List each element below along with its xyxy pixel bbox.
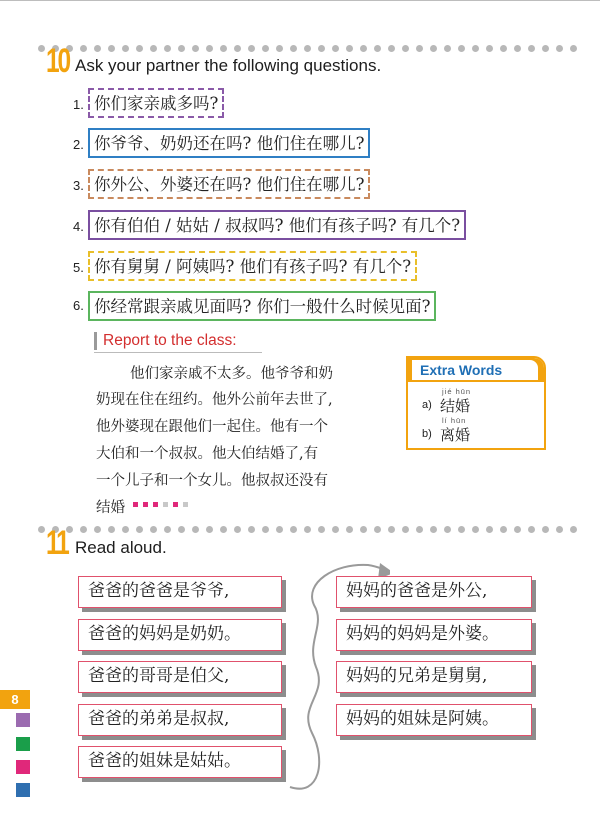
- rule-dot: [276, 526, 283, 533]
- rule-dot: [486, 526, 493, 533]
- read-aloud-line: 爸爸的弟弟是叔叔,: [78, 704, 282, 736]
- report-line: 他们家亲戚不太多。他爷爷和奶: [130, 366, 333, 382]
- read-aloud-line: 妈妈的爸爸是外公,: [336, 576, 532, 608]
- section-10-number: 10: [46, 42, 69, 80]
- rule-dot: [542, 45, 549, 52]
- extra-word: 结婚: [440, 397, 471, 415]
- rule-dot: [108, 526, 115, 533]
- rule-dot: [80, 45, 87, 52]
- rule-dot: [192, 45, 199, 52]
- rule-dot: [542, 526, 549, 533]
- pinyin: lí hūn: [442, 416, 467, 425]
- color-tab: [16, 783, 30, 797]
- item-letter: a): [422, 399, 432, 411]
- rule-dot: [178, 45, 185, 52]
- rule-dot: [416, 45, 423, 52]
- rule-dot: [360, 526, 367, 533]
- section-11-number: 11: [46, 524, 68, 562]
- rule-dot: [234, 526, 241, 533]
- rule-dot: [444, 526, 451, 533]
- pinyin: jié hūn: [442, 387, 472, 396]
- rule-dot: [556, 45, 563, 52]
- rule-dot: [458, 526, 465, 533]
- rule-dot: [220, 45, 227, 52]
- rule-dot: [444, 45, 451, 52]
- rule-dot: [528, 526, 535, 533]
- rule-dot: [136, 526, 143, 533]
- rule-dot: [374, 45, 381, 52]
- rule-dot: [234, 45, 241, 52]
- section-10-title: Ask your partner the following questions.: [75, 56, 382, 75]
- rule-dot: [304, 526, 311, 533]
- rule-dot: [388, 45, 395, 52]
- rule-dot: [178, 526, 185, 533]
- color-tab: [16, 760, 30, 774]
- rule-dot: [150, 45, 157, 52]
- color-tab: [16, 737, 30, 751]
- rule-dot: [346, 526, 353, 533]
- top-rule: [0, 0, 600, 1]
- rule-dot: [556, 526, 563, 533]
- rule-dot: [514, 45, 521, 52]
- read-aloud-line: 爸爸的妈妈是奶奶。: [78, 619, 282, 651]
- rule-dot: [290, 526, 297, 533]
- extra-words-box: [406, 356, 546, 450]
- rule-dot: [150, 526, 157, 533]
- question-number: 2.: [73, 137, 84, 152]
- rule-dot: [94, 45, 101, 52]
- rule-dot: [416, 526, 423, 533]
- rule-dot: [206, 45, 213, 52]
- rule-dot: [472, 45, 479, 52]
- rule-dot: [360, 45, 367, 52]
- question-4: 你有伯伯 / 姑姑 / 叔叔吗? 他们有孩子吗? 有几个?: [88, 210, 466, 240]
- extra-words-title: Extra Words: [420, 362, 503, 378]
- rule-dot: [332, 45, 339, 52]
- question-number: 3.: [73, 178, 84, 193]
- rule-dot: [276, 45, 283, 52]
- read-aloud-line: 妈妈的兄弟是舅舅,: [336, 661, 532, 693]
- rule-dot: [122, 45, 129, 52]
- question-1: 你们家亲戚多吗?: [88, 88, 224, 118]
- color-tab: [16, 713, 30, 727]
- rule-dot: [332, 526, 339, 533]
- question-number: 5.: [73, 260, 84, 275]
- rule-dot: [192, 526, 199, 533]
- question-5: 你有舅舅 / 阿姨吗? 他们有孩子吗? 有几个?: [88, 251, 417, 281]
- report-line: 大伯和一个叔叔。他大伯结婚了,有: [96, 446, 319, 462]
- rule-dot: [318, 45, 325, 52]
- read-aloud-line: 爸爸的姐妹是姑姑。: [78, 746, 282, 778]
- question-number: 1.: [73, 97, 84, 112]
- rule-dot: [570, 526, 577, 533]
- report-title: Report to the class:: [94, 332, 237, 350]
- rule-dot: [38, 526, 45, 533]
- report-line: 他外婆现在跟他们一起住。他有一个: [96, 419, 328, 435]
- rule-dot: [248, 45, 255, 52]
- item-letter: b): [422, 428, 432, 440]
- rule-dot: [472, 526, 479, 533]
- rule-dot: [346, 45, 353, 52]
- rule-dot: [220, 526, 227, 533]
- page-number: 8: [0, 690, 30, 709]
- rule-dot: [318, 526, 325, 533]
- read-aloud-line: 妈妈的妈妈是外婆。: [336, 619, 532, 651]
- rule-dot: [80, 526, 87, 533]
- rule-dot: [514, 526, 521, 533]
- rule-dot: [388, 526, 395, 533]
- rule-dot: [402, 526, 409, 533]
- rule-dot: [500, 45, 507, 52]
- section-11-dot-rule: [38, 526, 578, 534]
- rule-dot: [262, 45, 269, 52]
- read-aloud-line: 爸爸的哥哥是伯父,: [78, 661, 282, 693]
- rule-dot: [108, 45, 115, 52]
- rule-dot: [290, 45, 297, 52]
- read-aloud-line: 爸爸的爸爸是爷爷,: [78, 576, 282, 608]
- rule-dot: [486, 45, 493, 52]
- section-10-dot-rule: [38, 45, 578, 53]
- extra-word: 离婚: [440, 426, 471, 444]
- rule-dot: [248, 526, 255, 533]
- report-line: 一个儿子和一个女儿。他叔叔还没有: [96, 473, 328, 489]
- question-6: 你经常跟亲戚见面吗? 你们一般什么时候见面?: [88, 291, 436, 321]
- rule-dot: [164, 526, 171, 533]
- rule-dot: [500, 526, 507, 533]
- rule-dot: [528, 45, 535, 52]
- rule-dot: [136, 45, 143, 52]
- question-number: 4.: [73, 219, 84, 234]
- read-aloud-line: 妈妈的姐妹是阿姨。: [336, 704, 532, 736]
- question-2: 你爷爷、奶奶还在吗? 他们住在哪儿?: [88, 128, 370, 158]
- rule-dot: [570, 45, 577, 52]
- rule-dot: [402, 45, 409, 52]
- rule-dot: [206, 526, 213, 533]
- rule-dot: [304, 45, 311, 52]
- rule-dot: [430, 45, 437, 52]
- report-line: 结婚: [96, 500, 125, 516]
- rule-dot: [122, 526, 129, 533]
- rule-dot: [94, 526, 101, 533]
- question-number: 6.: [73, 298, 84, 313]
- report-line: 奶现在住在纽约。他外公前年去世了,: [96, 392, 333, 408]
- question-3: 你外公、外婆还在吗? 他们住在哪儿?: [88, 169, 370, 199]
- rule-dot: [262, 526, 269, 533]
- report-underline: [94, 352, 262, 353]
- rule-dot: [38, 45, 45, 52]
- rule-dot: [458, 45, 465, 52]
- rule-dot: [374, 526, 381, 533]
- rule-dot: [164, 45, 171, 52]
- rule-dot: [430, 526, 437, 533]
- section-11-title: Read aloud.: [75, 538, 167, 557]
